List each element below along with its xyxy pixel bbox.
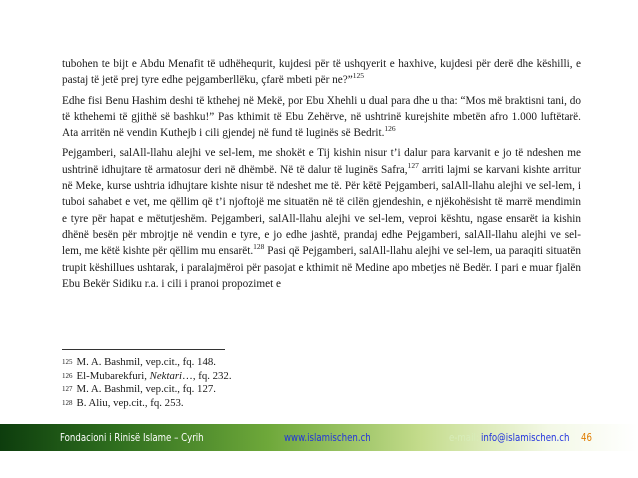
page-body-text [62, 56, 581, 296]
footnote-128 [62, 397, 581, 411]
footnote-ref-128[interactable]: 128 [253, 242, 265, 252]
footnote-italic-title: Nektari [149, 369, 183, 382]
footnotes [62, 356, 581, 410]
paragraph-2 [62, 93, 581, 142]
footnote-125 [62, 356, 581, 370]
footnote-text: M. A. Bashmil, vep.cit., fq. 127. [76, 383, 216, 396]
footnote-number: 125 [62, 358, 73, 366]
footer-email-label: e-mail: [449, 432, 479, 444]
footer-page-number: 46 [581, 432, 592, 444]
footnote-text: El-Mubarekfuri, [76, 369, 150, 382]
footnote-126 [62, 370, 581, 384]
footnote-ref-127[interactable]: 127 [407, 160, 419, 170]
footnote-text: B. Aliu, vep.cit., fq. 253. [76, 396, 184, 409]
paragraph-3-text-c: Pasi që Pejgamberi, salAll-llahu alejhi ve sel-lem, ua paraqiti situatën trupit këshillues ushtarak, i paralajmëroi për pasojat e kthimit në Medine apo mbetjes në Bedër. I pari e muar fjalën Ebu Bekër Sidiku r.a. i cili i pranoi propozimet e [62, 245, 581, 290]
footer-website-link[interactable]: www.islamischen.ch [284, 432, 371, 444]
footnote-number: 126 [62, 371, 73, 380]
footnote-ref-125[interactable]: 125 [352, 71, 365, 81]
paragraph-2-text: Edhe fisi Benu Hashim deshi të kthehej në Mekë, por Ebu Xhehli u dual para dhe u tha: “Mos më braktisni tani, do të kthehemi të gjithë së bashku!” Pas kthimit të Ebu Zehërve, në ushtrinë kurejshite mbetën afro 1.000 luftëtarë. Ata arritën në vendin Kuthejb i cili gjendej në fund të luginës së Bedrit. [62, 94, 581, 140]
footnote-number: 127 [62, 385, 73, 394]
footer-email-link[interactable]: info@islamischen.ch [481, 432, 570, 444]
footnote-127 [62, 383, 581, 397]
footnote-ref-126[interactable]: 126 [384, 124, 396, 134]
page-footer [0, 424, 638, 451]
footnote-text-tail: …, fq. 232. [182, 369, 232, 382]
paragraph-1 [62, 56, 581, 89]
footer-organization: Fondacioni i Rinisë Islame – Cyrih [60, 432, 204, 444]
paragraph-3-text-b: arriti lajmi se karvani kishte arritur në Meke, kurse ushtria idhujtare kishte nisur të ndeshet me të. Për këtë Pejgamberi, salAll-llahu alejhi ve sel-lem, i tuboi sahabet e vet, me qëllim që t’i njoftojë me situatën në të cilën gjendeshin, e njëkohësisht të marrë mendimin e tyre për hapat e mëtutjeshëm. Pejgamberi, salAll-llahu alejhi ve sel-lem, veproi kështu, ngase ensarët ia kishin dhënë besën për mbrojtje në vendin e tyre, e jo edhe jashtë, prandaj edhe Pejgamberi, salAll-llahu alejhi ve sel-lem, me këtë kishte për qëllim mu ensarët. [62, 163, 581, 258]
paragraph-3-text-a: Pejgamberi, salAll-llahu alejhi ve sel-lem, me shokët e Tij kishin nisur t’i dalur para karvanit e jo të ndeshen me ushtrinë idhujtare të armatosur deri në dhëmbë. Në të dalur të luginës Safra, [62, 147, 581, 176]
footnote-separator [62, 349, 225, 350]
paragraph-3 [62, 145, 581, 292]
footnote-text: M. A. Bashmil, vep.cit., fq. 148. [76, 356, 216, 368]
paragraph-1-text: tubohen te bijt e Abdu Menafit të udhëhequrit, kujdesi për të ushqyerit e haxhive, kujdesi për derë dhe këshilli, e pastaj të jetë prej tyre edhe pejgamberllëku, çfarë mbeti për ne?” [62, 58, 581, 87]
footnote-number: 128 [62, 398, 73, 407]
